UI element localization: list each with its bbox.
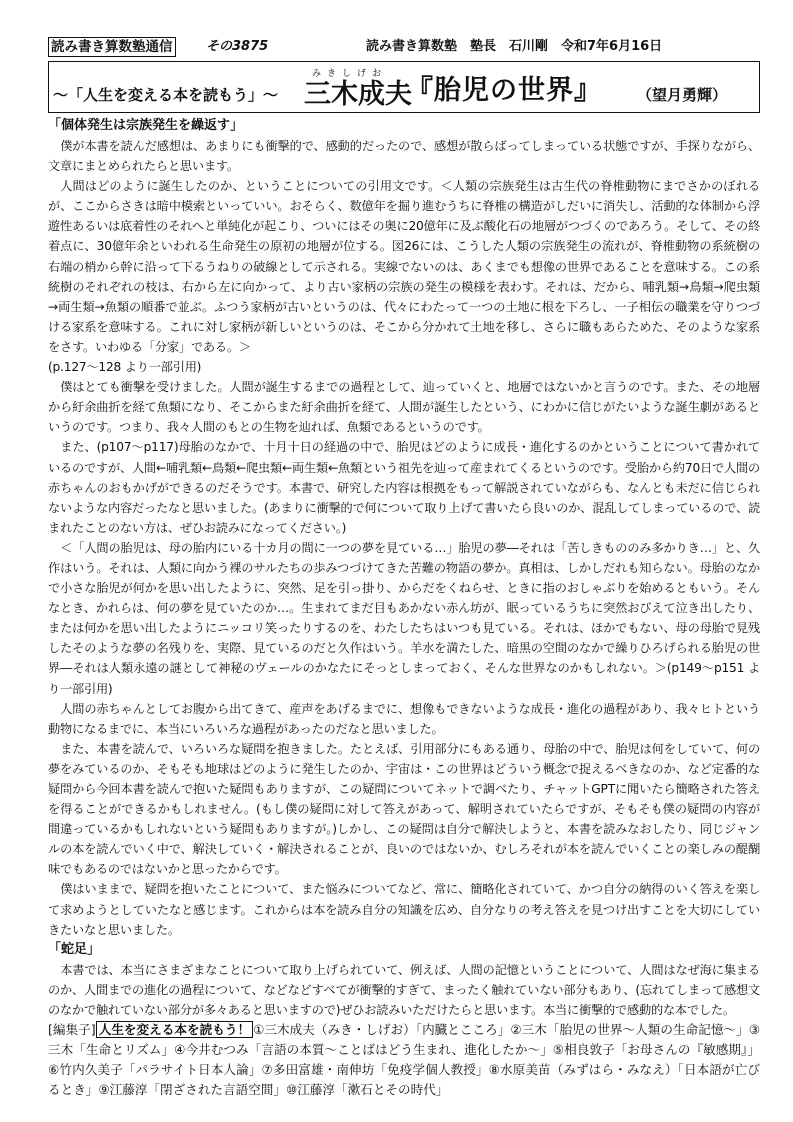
paragraph: 僕はとても衝撃を受けました。人間が誕生するまでの過程として、辿っていくと、地層ではないかと言うのです。また、その地層から紆余曲折を経て魚類になり、そこからまた紆余曲折を経て、人間が誕生したという、にわかに信じがたいような誕生劇があるというのです。つまり、我々人間のもとの生物を辿れば、魚類であるというのです。 (48, 380, 760, 435)
newsletter-header (48, 37, 758, 59)
paragraph: また、本書を読んで、いろいろな疑問を抱きました。たとえば、引用部分にもある通り、母胎の中で、胎児は何をしていて、何の夢をみているのか、そもそも地球はどのように発生したのか、宇宙は・この世界はどういう概念で捉えるべきなのか、など定番的な疑問から今回本書を読んで抱いた疑問もありますが、この疑問についてネットで調べたり、チャットGPTに聞いたら簡略された答えを得ることができるかもしれません。(もし僕の疑問に対して答えがあって、解明されていたらですが、そもそも僕の疑問の内容が間違っているかもしれないという疑問もありますが。)しかし、この疑問は自分で解決しようと、本書を読みなおしたり、同じジャンルの本を読んでいく中で、解決していく・解決されることが、良いのではないか、むしろそれが本を読んでいくことの楽しみの醍醐味でもあるのではないかと思ったからです。 (48, 741, 760, 877)
publisher-line: 読み書き算数塾 塾長 石川剛 令和7年6月16日 (366, 39, 663, 54)
article-body (48, 116, 760, 1100)
book-author: 三木成夫 (304, 79, 412, 110)
editor-recommendations (48, 1020, 760, 1100)
citation: (p.127～128 より一部引用) (48, 360, 202, 375)
paragraph: また、(p107～p117)母胎のなかで、十月十日の経過の中で、胎児はどのように成長・進化するのかということについて書かれているのですが、人間←哺乳類←鳥類←爬虫類←両生類←魚類という祖先を辿って産まれてくるというのです。受胎から約70日で人間の赤ちゃんのおもかげができるのだそうです。本書で、研究した内容は根拠をもって解説されていながらも、なんとも未だに信じられないような内容だったなと思いました。(あまりに衝撃的で何について取り上げて書いたら良いのか、混乱してしまっているので、読まれたことのない方は、ぜひお読みになってください。) (48, 440, 760, 535)
section-heading: 「個体発生は宗族発生を繰返す」 (48, 118, 244, 133)
recommended-books-list: ①三木成夫（みき・しげお）「内臓とこころ」②三木「胎児の世界～人類の生命記憶～」③三木「生命とリズム」④今井むつみ「言語の本質～ことばはどう生まれ、進化したか～」⑤相良敦子「お母さんの『敏感期』」⑥竹内久美子「パラサイト日本人論」⑦多田富雄・南伸坊「免疫学個人教授」⑧水原美苗（みずはら・みなえ）「日本語が亡びるとき」⑨江藤淳「閉ざされた言語空間」⑩江藤淳「漱石とその時代」 (48, 1022, 761, 1098)
article-writer: （望月勇輝） (637, 86, 728, 104)
title-theme: ～「人生を変える本を読もう」～ (53, 86, 279, 104)
paragraph: 僕はいままで、疑問を抱いたことについて、また悩みについてなど、常に、簡略化されていて、かつ自分の納得のいく答えを楽して求めようとしていたなと感じます。これからは本を読み自分の知識を広め、自分なりの考え答えを見つけ出すことを大切にしていきたいなと思いました。 (48, 882, 760, 937)
author-ruby: みきしげお (312, 69, 388, 79)
title-box (48, 61, 760, 113)
issue-number: その3875 (206, 39, 269, 54)
quote-paragraph: ＜「人間の胎児は、母の胎内にいる十カ月の間に一つの夢を見ている…」胎児の夢―それは「苦しきもののみ多かりき…」と、久作はいう。それは、人類に向かう裸のサルたちの歩みつづけてきた苦難の物語の夢か。真相は、しかしだれも知らない。母胎のなかで小さな胎児が何かを思い出したように、突然、足を引っ掛り、からだをくねらせ、ときに指のおしゃぶりを始めるともいう。そんなとき、かれらは、何の夢を見ていたのか…。生まれてまだ目もあかない赤ん坊が、眠っているうちに突然おびえて泣き出したり、または何かを思い出したようにニッコリ笑ったりするのを、わたしたちはいつも見ている。それは、ほかでもない、母の母胎で見残したそのような夢の名残りを、実際、見ているのだと久作はいう。羊水を満たした、暗黒の空間のなかで繰りひろげられる胎児の世界―それは人類永遠の謎として神秘のヴェールのかなたにそっとしまっておく、そんな世界なのかもしれない。＞(p149～p151 より一部引用) (48, 540, 760, 696)
paragraph: 人間の赤ちゃんとしてお腹から出てきて、産声をあげるまでに、想像もできないような成長・進化の過程があり、我々ヒトという動物になるまでに、本当にいろいろな過程があったのだなと思いました。 (48, 701, 760, 736)
paragraph: 人間はどのように誕生したのか、ということについての引用文です。＜人類の宗族発生は古生代の脊椎動物にまでさかのぼれるが、ここからさきは暗中模索といっていい。おそらく、数億年を掘り進むうちに脊椎の構造がしだいに消失し、活動的な体制から浮遊性あるいは底着性のそれへと単純化が起こり、ついにはその奥に20億年に及ぶ酸化石の地層がつづくのであろう。そして、その終着点に、30億年余といわれる生命発生の原初の地層が位する。図26には、こうした人類の宗族発生の流れが、脊椎動物の系統樹の右端の梢から幹に沿って下るうねりの破線として示される。実線でないのは、あくまでも想像の世界であることを意味する。この系統樹のそれぞれの枝は、右から左に向かって、より古い家柄の宗族の発生の模様を表わす。それは、だから、哺乳類→鳥類→爬虫類→両生類→魚類の順番で並ぶ。ふつう家柄が古いというのは、代々にわたって一つの土地に根を下ろし、一子相伝の職業を守りつづける家系を意味する。これに対し家柄が新しいというのは、そこから分かれて土地を移し、さらに職もあらためた、そのような家系をさす。いわゆる「分家」である。＞ (48, 179, 760, 354)
newsletter-name: 読み書き算数塾通信 (48, 37, 176, 57)
editor-tag: [編集子] (48, 1022, 96, 1038)
paragraph: 本書では、本当にさまざまなことについて取り上げられていて、例えば、人間の記憶ということについて、人間はなぜ海に集まるのか、人間までの進化の過程について、などなどすべてが衝撃的すぎて、まったく触れていない部分もあり、(忘れてしまって感想文のなかで触れていない部分が多々あると思いますので)ぜひお読みいただけたらと思います。本当に衝撃的で感動的な本でした。 (48, 962, 760, 1017)
paragraph: 僕が本書を読んだ感想は、あまりにも衝撃的で、感動的だったので、感想が散らばってしまっている状態ですが、手探りながら、文章にまとめられたらと思います。 (48, 139, 760, 174)
section-heading: 「蛇足」 (48, 941, 101, 957)
book-title: 『胎児の世界』 (406, 75, 602, 106)
editor-box-label: 人生を変える本を読もう！ (96, 1021, 253, 1038)
